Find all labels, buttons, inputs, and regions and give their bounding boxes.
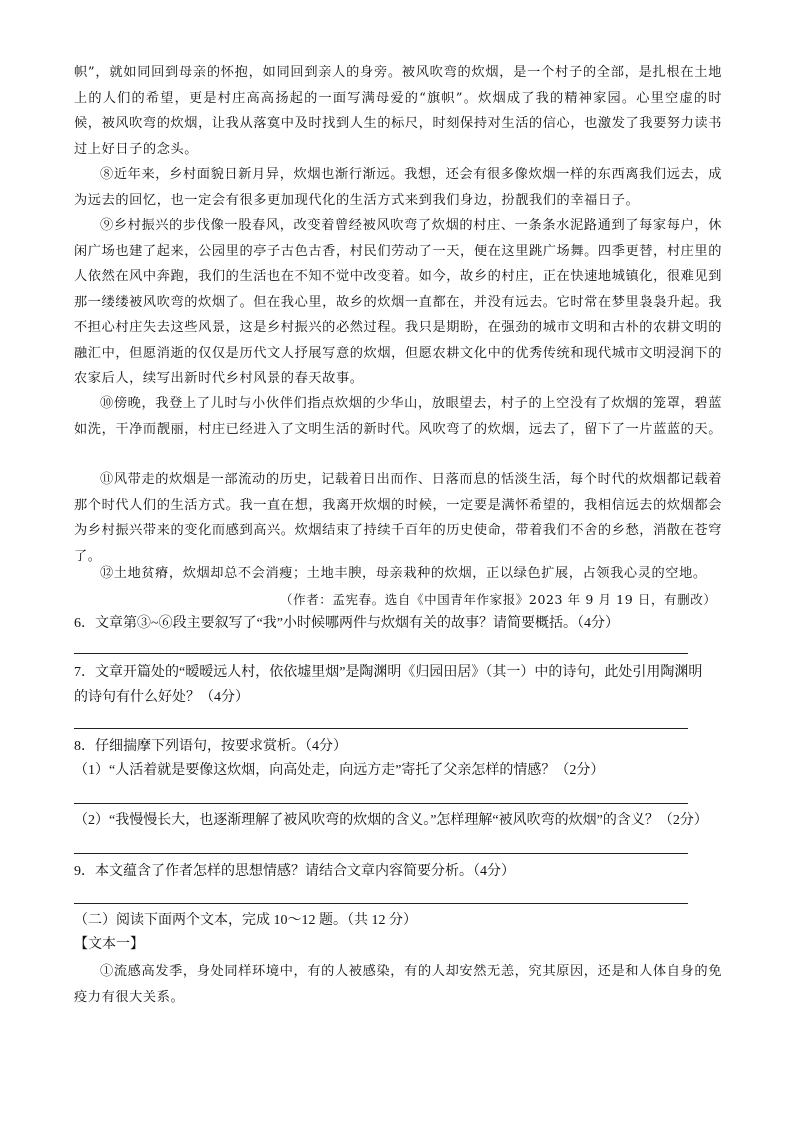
answer-line-q7[interactable] <box>74 728 688 729</box>
passage-source: （作者：孟宪春。选自《中国青年作家报》2023 年 9 月 19 日，有删改） <box>280 592 717 607</box>
question-8-sub1: （1）“人活着就是要像这炊烟，向高处走，向远方走”寄托了父亲怎样的情感？（2分） <box>74 763 605 778</box>
passage-paragraph-10: ⑩傍晚，我登上了儿时与小伙伴们指点炊烟的少华山，放眼望去，村子的上空没有了炊烟的笼罩，碧蓝如洗，干净而靓丽，村庄已经进入了文明生活的新时代。风吹弯了的炊烟，远去了，留下了一片蓝蓝的天。 <box>74 396 723 437</box>
passage-paragraph-continued: 帜”，就如同回到母亲的怀抱，如同回到亲人的身旁。被风吹弯的炊烟，是一个村子的全部，是扎根在土地上的人们的希望，更是村庄高高扬起的一面写满母爱的“旗帜”。炊烟成了我的精神家园。心里空虚的时候，被风吹弯的炊烟，让我从落寞中及时找到人生的标尺，时刻保持对生活的信心，也激发了我要努力读书过上好日子的念头。 <box>74 65 723 157</box>
question-7-line2: 的诗句有什么好处？（4分） <box>74 690 249 705</box>
passage-paragraph-11: ⑪风带走的炊烟是一部流动的历史，记载着日出而作、日落而息的恬淡生活，每个时代的炊烟都记载着那个时代人们的生活方式。我一直在想，我离开炊烟的时候，一定要是满怀希望的，我相信远去的炊烟都会为乡村振兴带来的变化而感到高兴。炊烟结束了持续千百年的历史使命，带着我们不舍的乡愁，消散在苍穹了。 <box>74 472 723 564</box>
passage-paragraph-9: ⑨乡村振兴的步伐像一股春风，改变着曾经被风吹弯了炊烟的村庄、一条条水泥路通到了每家每户，休闲广场也建了起来，公园里的亭子古色古香，村民们劳动了一天，便在这里跳广场舞。四季更替，村庄里的人依然在风中奔跑，我们的生活也在不知不觉中改变着。如今，故乡的村庄，正在快速地城镇化，很难见到那一缕缕被风吹弯的炊烟了。但在我心里，故乡的炊烟一直都在，并没有远去。它时常在梦里袅袅升起。我不担心村庄失去这些风景，这是乡村振兴的必然过程。我只是期盼，在强劲的城市文明和古朴的农耕文明的融汇中，但愿消逝的仅仅是历代文人抒展写意的炊烟，但愿农耕文化中的优秀传统和现代城市文明浸润下的农家后人，续写出新时代乡村风景的春天故事。 <box>74 218 723 386</box>
question-7-line1: 7．文章开篇处的“暧暧远人村，依依墟里烟”是陶渊明《归园田居》（其一）中的诗句，此处引用陶渊明 <box>74 665 703 680</box>
question-8-sub2: （2）“我慢慢长大，也逐渐理解了被风吹弯的炊烟的含义。”怎样理解“被风吹弯的炊烟”的含义？（2分） <box>74 813 708 828</box>
answer-line-q6[interactable] <box>74 653 688 654</box>
answer-line-q8-2[interactable] <box>74 853 688 854</box>
question-9: 9．本文蕴含了作者怎样的思想情感？请结合文章内容简要分析。（4分） <box>74 864 515 879</box>
text-one-paragraph-1: ①流感高发季，身处同样环境中，有的人被感染，有的人却安然无恙，究其原因，还是和人体自身的免疫力有很大关系。 <box>74 964 722 1005</box>
text-one-label: 【文本一】 <box>74 937 144 952</box>
answer-line-q8-1[interactable] <box>74 803 688 804</box>
passage-paragraph-8: ⑧近年来，乡村面貌日新月异，炊烟也渐行渐远。我想，还会有很多像炊烟一样的东西离我们远去，成为远去的回忆，也一定会有很多更加现代化的生活方式来到我们身边，扮靓我们的幸福日子。 <box>74 167 722 208</box>
question-6: 6．文章第③~⑥段主要叙写了“我”小时候哪两件与炊烟有关的故事？请简要概括。（4分） <box>74 616 619 631</box>
question-8: 8．仔细揣摩下列语句，按要求赏析。（4分） <box>74 739 347 754</box>
answer-line-q9[interactable] <box>74 903 688 904</box>
section-2-heading: （二）阅读下面两个文本，完成 10～12 题。（共 12 分） <box>74 913 417 928</box>
passage-paragraph-12: ⑫土地贫瘠，炊烟却总不会消瘦；土地丰腴，母亲栽种的炊烟，正以绿色扩展，占领我心灵的空地。 <box>100 566 707 581</box>
